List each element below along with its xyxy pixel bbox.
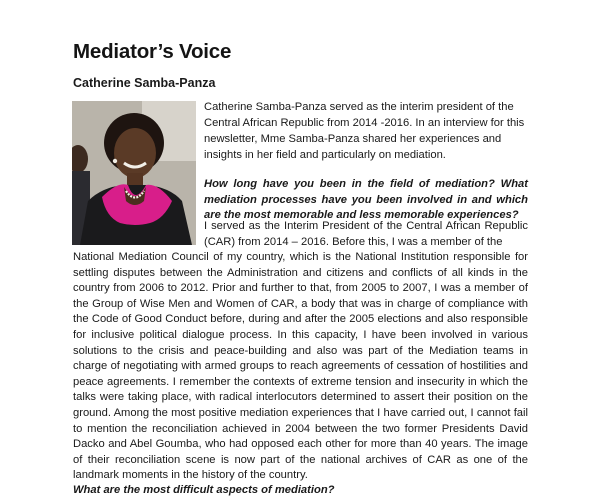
answer-1-lead (204, 219, 528, 250)
interview-question-1: How long have you been in the field of mediation? What mediation processes have you been involved in and which are the most memorable and less memorable experiences? (204, 178, 528, 221)
intro-text: Catherine Samba-Panza served as the interim president of the Central African Republic from 2014 -2016. In an interview for this newsletter, Mme Samba-Panza shared her experiences and insights in her field and particularly on mediation. (204, 101, 525, 161)
answer-1-body-text: National Mediation Council of my country, which is the National Institution responsible for settling disputes between the Administration and citizens and conflicts of all kinds in the country from 2006 to 2012. Prior and further to that, from 2005 to 2007, I was a member of the Group of Wise Men and Women of CAR, a body that was in charge of compliance with the Code of Good Conduct before, during and after the 2005 elections and also responsible for inclusive political dialogue process. In this capacity, I have been involved in various solutions to the crisis and peace-building and also was part of the Mediation teams in charge of negotiating with armed groups to reach agreements of cessation of hostilities and peace agreements. I remember the contexts of extreme tension and insecurity in which the talks were taking place, with radical interlocutors determined to assert their position on the ground. Among the most positive mediation experiences that I have carried out, I cannot fail to mention the reconciliation achieved in 2004 between the two former Presidents David Dacko and Abel Goumba, who had opposed each other for more than 40 years. The image of their reconciliation scene is now part of the national archives of CAR as one of the landmark moments in the history of the country. (73, 251, 528, 482)
article-title: Mediator’s Voice (73, 40, 232, 63)
intro-paragraph (204, 99, 534, 163)
answer-1-body (73, 250, 528, 484)
portrait-photo-icon (72, 101, 196, 245)
portrait-photo (72, 101, 196, 245)
author-byline: Catherine Samba-Panza (73, 76, 216, 90)
interview-question-2: What are the most difficult aspects of mediation? (73, 484, 335, 496)
answer-1-lead-text: I served as the Interim President of the Central African Republic (CAR) from 2014 – 2016. Before this, I was a member of the (204, 220, 528, 248)
